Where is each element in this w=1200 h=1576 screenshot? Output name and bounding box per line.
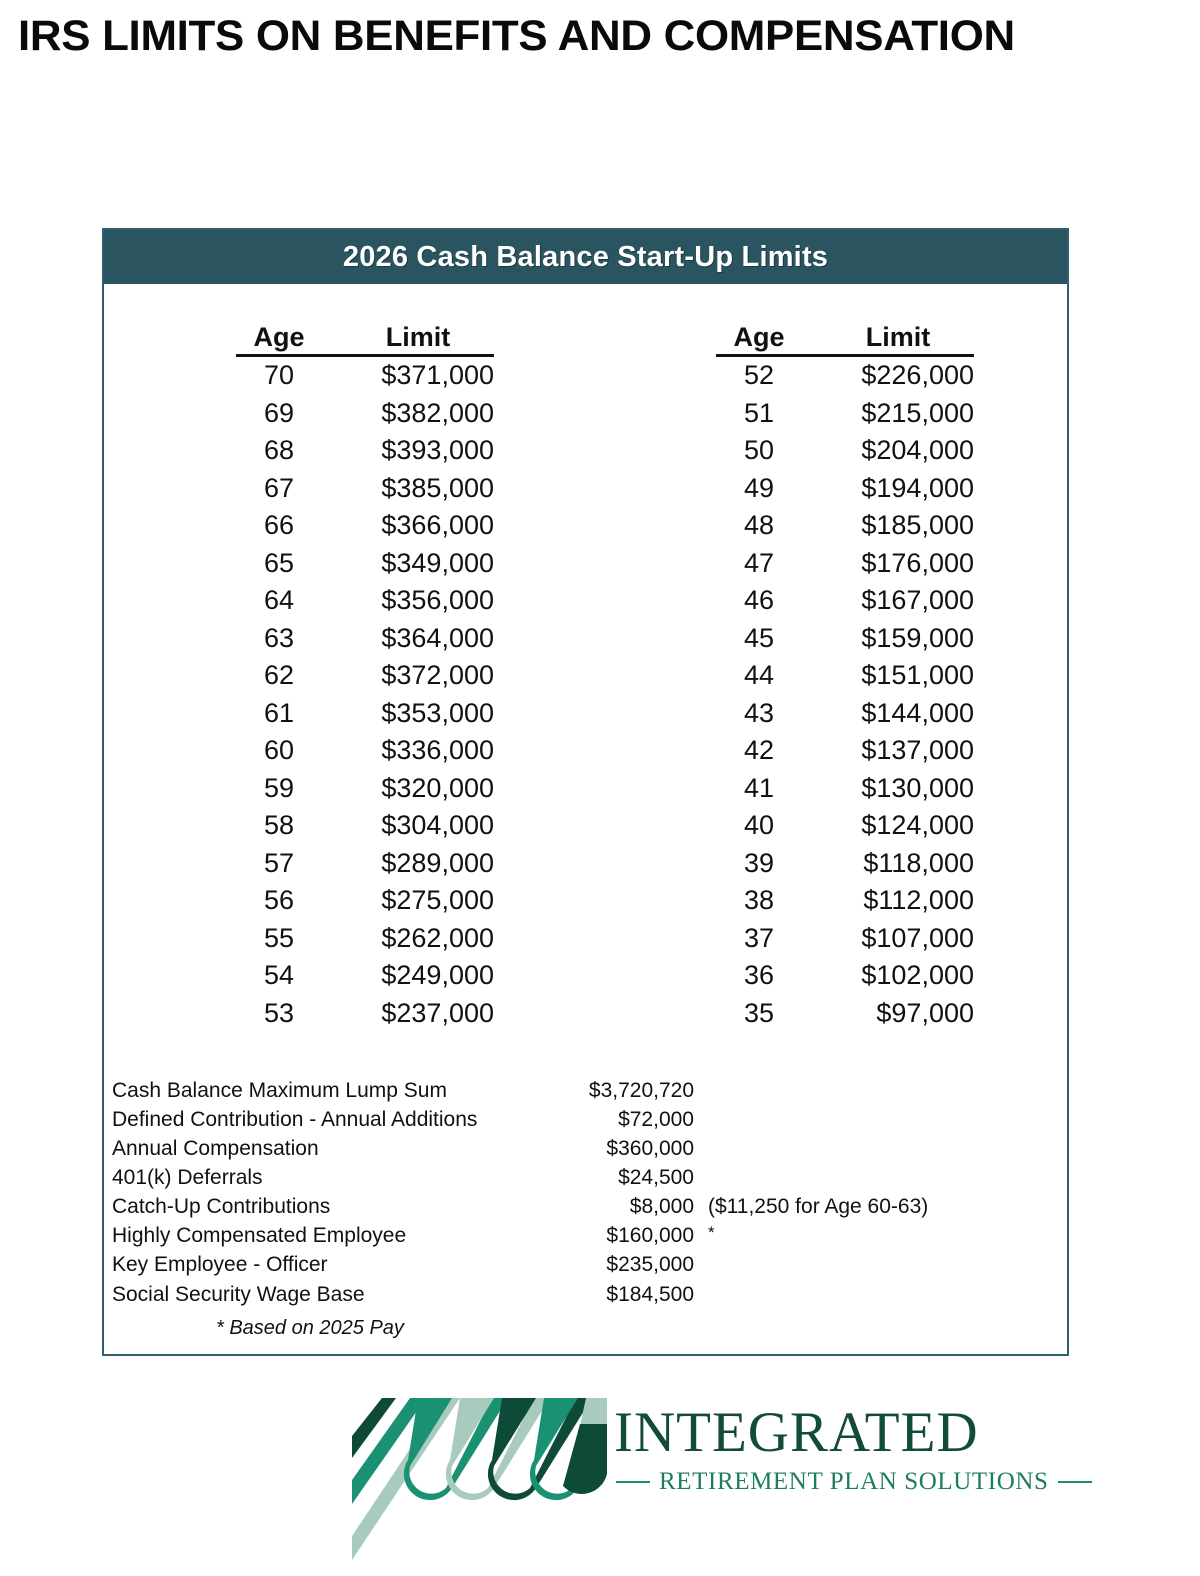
cell-age: 41 — [743, 772, 775, 803]
cell-age: 69 — [263, 397, 295, 428]
column-header-age: Age — [236, 322, 322, 356]
cell-age: 36 — [743, 960, 775, 991]
cell-age: 45 — [743, 622, 775, 653]
summary-label: Social Security Wage Base — [112, 1282, 365, 1306]
cell-limit: $382,000 — [381, 397, 494, 428]
summary-row — [112, 1221, 1062, 1250]
cell-limit: $353,000 — [381, 697, 494, 728]
cell-age: 53 — [263, 998, 295, 1028]
table-row — [236, 882, 494, 920]
summary-value: $24,500 — [618, 1166, 694, 1190]
table-row — [236, 845, 494, 883]
summary-footnote: * Based on 2025 Pay — [216, 1316, 404, 1339]
cell-age: 66 — [263, 510, 295, 541]
cell-limit: $336,000 — [381, 735, 494, 766]
card-header-title: 2026 Cash Balance Start-Up Limits — [342, 240, 829, 273]
column-header-age: Age — [716, 322, 802, 356]
logo-tagline: RETIREMENT PLAN SOLUTIONS — [659, 1468, 1049, 1495]
summary-value: $160,000 — [606, 1224, 694, 1248]
table-row — [236, 770, 494, 808]
summary-row — [112, 1105, 1062, 1134]
table-row — [716, 920, 974, 958]
table-row — [236, 957, 494, 995]
cell-age: 67 — [263, 472, 295, 503]
cell-age: 46 — [743, 585, 775, 616]
cell-age: 68 — [263, 435, 295, 466]
summary-note: ($11,250 for Age 60-63) — [708, 1195, 929, 1219]
summary-row — [112, 1076, 1062, 1105]
cell-age: 49 — [743, 472, 775, 503]
table-row — [236, 807, 494, 845]
cell-limit: $130,000 — [861, 772, 974, 803]
card-header — [104, 230, 1067, 284]
table-row — [236, 395, 494, 433]
summary-value: $235,000 — [606, 1253, 694, 1277]
summary-row — [112, 1163, 1062, 1192]
cell-limit: $275,000 — [381, 885, 494, 916]
cell-age: 43 — [743, 697, 775, 728]
summary-value: $184,500 — [606, 1282, 694, 1306]
cell-age: 37 — [743, 922, 775, 953]
table-row — [716, 882, 974, 920]
table-row — [236, 732, 494, 770]
summary-value: $8,000 — [629, 1195, 694, 1219]
cell-age: 56 — [263, 885, 295, 916]
cell-limit: $262,000 — [381, 922, 494, 953]
column-header-limit: Limit — [322, 322, 494, 356]
cell-age: 59 — [263, 772, 295, 803]
summary-label: Highly Compensated Employee — [112, 1224, 407, 1248]
cell-age: 44 — [743, 660, 775, 691]
cell-age: 57 — [263, 847, 295, 878]
table-row — [716, 356, 974, 395]
table-header-row — [716, 322, 974, 356]
table-row — [716, 582, 974, 620]
cell-limit: $371,000 — [381, 360, 494, 391]
table-row — [236, 432, 494, 470]
summary-label: 401(k) Deferrals — [112, 1166, 263, 1190]
table-row — [236, 695, 494, 733]
table-row — [236, 582, 494, 620]
summary-row — [112, 1134, 1062, 1163]
table-row — [716, 845, 974, 883]
cell-age: 40 — [743, 810, 775, 841]
table-row — [716, 470, 974, 508]
cell-age: 39 — [743, 847, 775, 878]
cell-limit: $289,000 — [381, 847, 494, 878]
cell-age: 35 — [743, 998, 775, 1028]
cell-age: 42 — [743, 735, 775, 766]
cell-limit: $349,000 — [381, 547, 494, 578]
summary-label: Defined Contribution - Annual Additions — [112, 1108, 478, 1132]
cell-age: 51 — [743, 397, 775, 428]
table-row — [716, 432, 974, 470]
company-logo — [352, 1388, 1052, 1568]
table-row — [236, 920, 494, 958]
table-row — [716, 507, 974, 545]
summary-row — [112, 1192, 1062, 1221]
cell-age: 50 — [743, 435, 775, 466]
summary-value: $72,000 — [618, 1108, 694, 1132]
summary-label: Cash Balance Maximum Lump Sum — [112, 1079, 447, 1102]
cell-age: 61 — [263, 697, 295, 728]
table-header-row — [236, 322, 494, 356]
table-row — [236, 356, 494, 395]
cell-limit: $364,000 — [381, 622, 494, 653]
cell-limit: $107,000 — [861, 922, 974, 953]
cell-limit: $159,000 — [861, 622, 974, 653]
logo-wordmark: INTEGRATED — [614, 1401, 979, 1464]
cell-limit: $194,000 — [861, 472, 974, 503]
table-row — [716, 770, 974, 808]
table-row — [716, 620, 974, 658]
page-title: IRS LIMITS ON BENEFITS AND COMPENSATION — [18, 12, 1015, 60]
cell-limit: $237,000 — [381, 998, 494, 1028]
cell-age: 70 — [263, 360, 295, 391]
cell-limit: $97,000 — [876, 998, 974, 1028]
table-row — [716, 695, 974, 733]
cell-limit: $185,000 — [861, 510, 974, 541]
table-row — [236, 507, 494, 545]
cell-limit: $102,000 — [861, 960, 974, 991]
summary-list — [112, 1076, 1062, 1347]
cell-limit: $356,000 — [381, 585, 494, 616]
summary-value: $3,720,720 — [588, 1079, 694, 1102]
age-limit-table-right — [716, 322, 974, 1033]
table-row — [716, 545, 974, 583]
summary-label: Key Employee - Officer — [112, 1253, 328, 1277]
cell-limit: $204,000 — [861, 435, 974, 466]
cell-age: 47 — [743, 547, 775, 578]
logo-rule-right-icon — [1058, 1481, 1092, 1484]
cell-age: 58 — [263, 810, 295, 841]
logo-text — [614, 1401, 1049, 1496]
cell-age: 55 — [263, 922, 295, 953]
age-limit-tables — [104, 284, 1067, 1028]
cell-limit: $372,000 — [381, 660, 494, 691]
cell-limit: $385,000 — [381, 472, 494, 503]
summary-footnote-marker: * — [708, 1223, 715, 1243]
column-header-limit: Limit — [802, 322, 974, 356]
cell-limit: $226,000 — [861, 360, 974, 391]
logo-ribbon-icon — [352, 1388, 607, 1568]
table-row — [716, 995, 974, 1033]
table-row — [236, 470, 494, 508]
logo-tagline-row — [614, 1468, 1049, 1496]
cell-limit: $304,000 — [381, 810, 494, 841]
cell-limit: $167,000 — [861, 585, 974, 616]
cell-age: 60 — [263, 735, 295, 766]
cell-age: 65 — [263, 547, 295, 578]
cell-limit: $118,000 — [863, 847, 974, 878]
summary-label: Catch-Up Contributions — [112, 1195, 331, 1219]
table-row — [716, 657, 974, 695]
cell-limit: $112,000 — [863, 885, 974, 916]
cell-age: 38 — [743, 885, 775, 916]
cell-age: 48 — [743, 510, 775, 541]
summary-value: $360,000 — [606, 1137, 694, 1161]
table-row — [236, 995, 494, 1033]
summary-row — [112, 1280, 1062, 1309]
logo-rule-left-icon — [616, 1481, 650, 1484]
cell-age: 52 — [743, 360, 775, 391]
table-row — [236, 545, 494, 583]
cell-limit: $366,000 — [381, 510, 494, 541]
table-row — [716, 807, 974, 845]
cell-limit: $137,000 — [861, 735, 974, 766]
cell-age: 63 — [263, 622, 295, 653]
table-row — [236, 657, 494, 695]
cell-limit: $151,000 — [861, 660, 974, 691]
cell-limit: $215,000 — [861, 397, 974, 428]
summary-label: Annual Compensation — [112, 1137, 319, 1161]
cell-limit: $124,000 — [861, 810, 974, 841]
cell-limit: $393,000 — [381, 435, 494, 466]
cell-limit: $144,000 — [861, 697, 974, 728]
cell-limit: $176,000 — [861, 547, 974, 578]
summary-row — [112, 1250, 1062, 1279]
cell-age: 62 — [263, 660, 295, 691]
cell-age: 64 — [263, 585, 295, 616]
table-row — [716, 732, 974, 770]
limits-card — [102, 228, 1069, 1356]
table-row — [716, 395, 974, 433]
age-limit-table-left — [236, 322, 494, 1033]
cell-limit: $249,000 — [381, 960, 494, 991]
table-row — [236, 620, 494, 658]
table-row — [716, 957, 974, 995]
cell-limit: $320,000 — [381, 772, 494, 803]
cell-age: 54 — [263, 960, 295, 991]
